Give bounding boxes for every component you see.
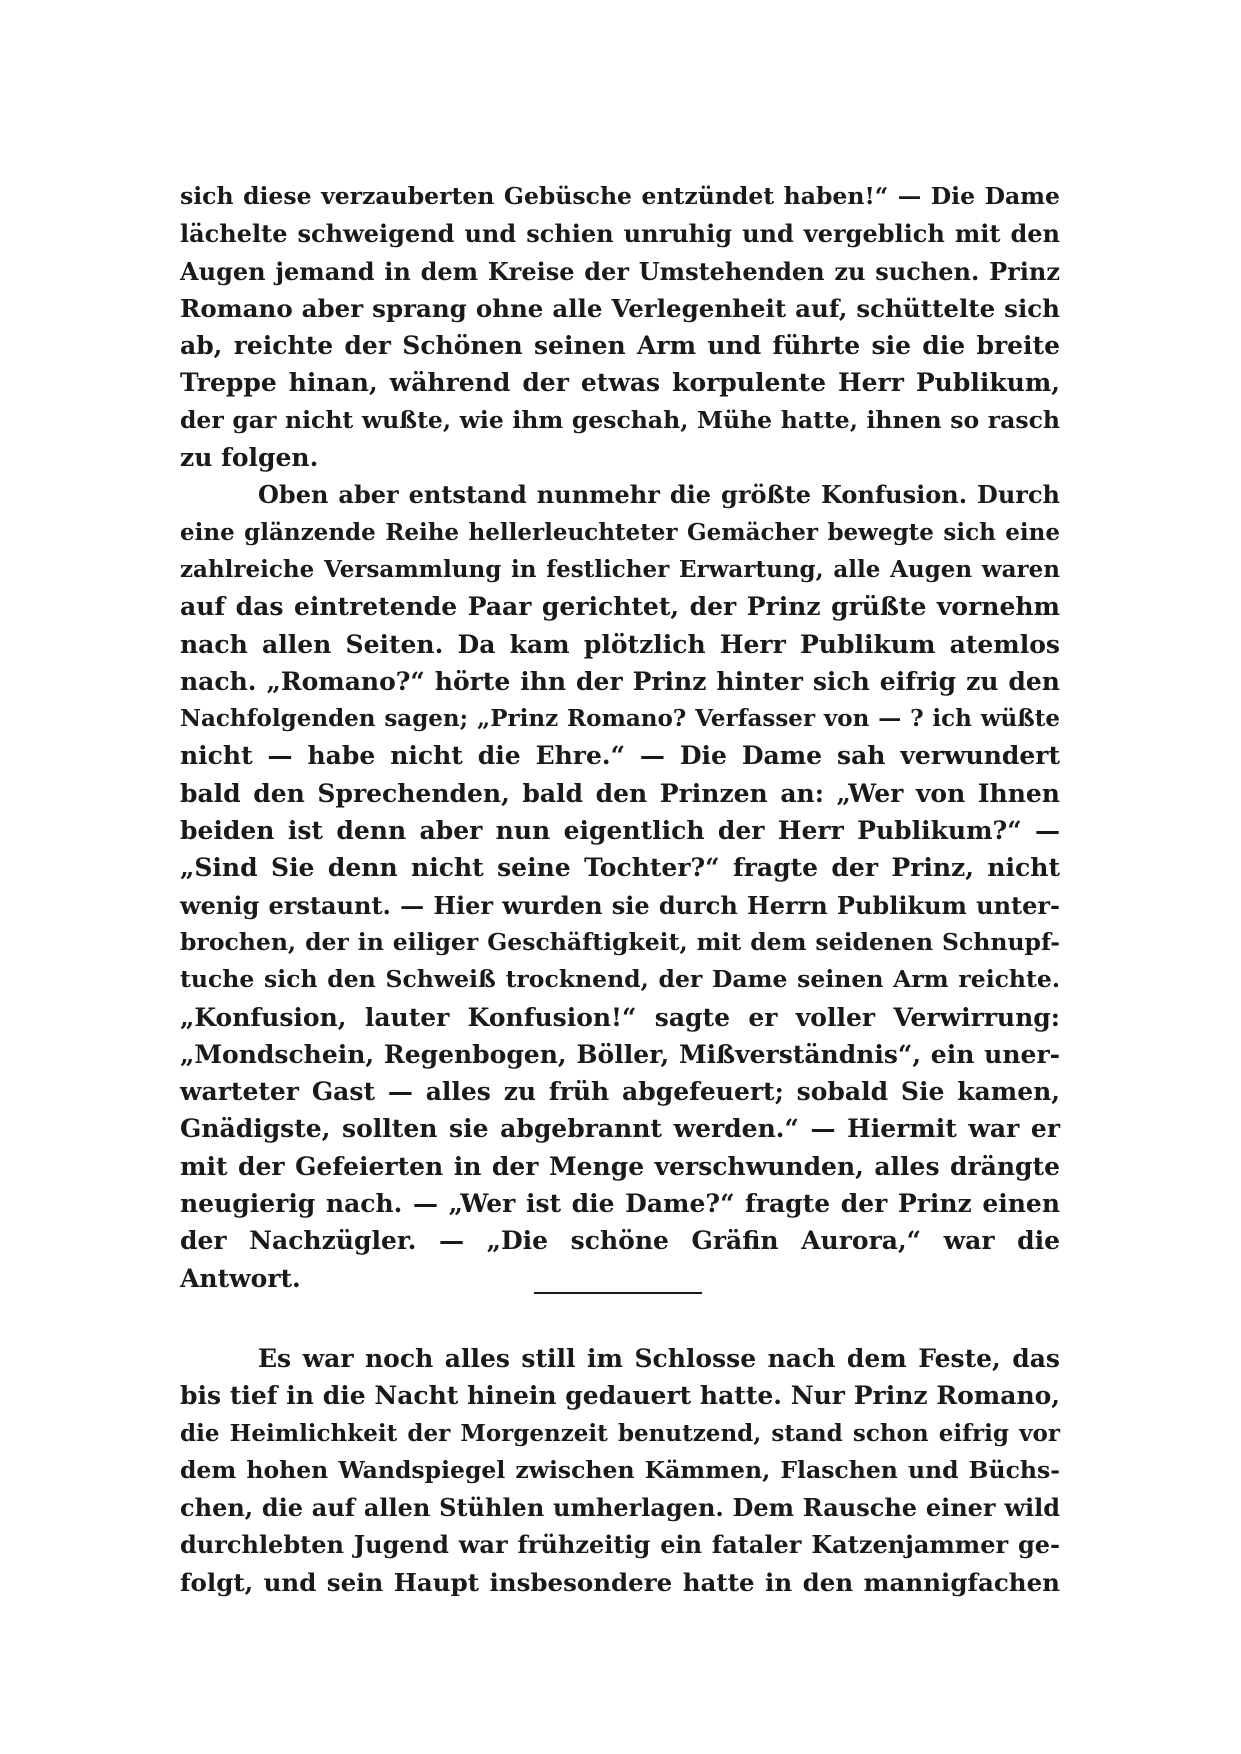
text-line: „Mondschein, Regenbogen, Böller, Mißverständnis“, ein uner- xyxy=(180,1039,1060,1069)
text-line: beiden ist denn aber nun eigentlich der Herr Publikum?“ — xyxy=(180,816,1060,846)
text-block-lower xyxy=(180,1340,1060,1601)
text-line: zu folgen. xyxy=(180,443,319,473)
text-line: durchlebten Jugend war frühzeitig ein fataler Katzenjammer ge- xyxy=(180,1530,1060,1560)
text-line: tuche sich den Schweiß trocknend, der Dame seinen Arm reichte. xyxy=(180,965,1060,994)
text-line: nach. „Romano?“ hörte ihn der Prinz hinter sich eifrig zu den xyxy=(180,666,1060,696)
text-line: chen, die auf allen Stühlen umherlagen. Dem Rausche einer wild xyxy=(180,1493,1060,1523)
text-line: Augen jemand in dem Kreise der Umstehenden zu suchen. Prinz xyxy=(180,256,1060,286)
text-line: wenig erstaunt. — Hier wurden sie durch Herrn Publikum unter- xyxy=(180,890,1060,920)
text-line: nicht — habe nicht die Ehre.“ — Die Dame sah verwundert xyxy=(180,741,1060,771)
text-line: sich diese verzauberten Gebüsche entzündet haben!“ — Die Dame xyxy=(180,182,1060,210)
text-line: ab, reichte der Schönen seinen Arm und führte sie die breite xyxy=(180,331,1060,361)
text-line: Oben aber entstand nunmehr die größte Konfusion. Durch xyxy=(258,480,1060,510)
text-line: auf das eintretende Paar gerichtet, der Prinz grüßte vornehm xyxy=(180,592,1060,622)
section-divider xyxy=(534,1292,702,1294)
text-line: die Heimlichkeit der Morgenzeit benutzend, stand schon eifrig vor xyxy=(180,1419,1060,1447)
text-line: neugierig nach. — „Wer ist die Dame?“ fragte der Prinz einen xyxy=(180,1189,1060,1219)
text-line: Treppe hinan, während der etwas korpulente Herr Publikum, xyxy=(180,368,1060,398)
text-line: dem hohen Wandspiegel zwischen Kämmen, Flaschen und Büchs- xyxy=(180,1455,1060,1484)
text-line: der Nachzügler. — „Die schöne Gräfin Aurora,“ war die xyxy=(180,1226,1060,1256)
text-line: eine glänzende Reihe hellerleuchteter Gemächer bewegte sich eine xyxy=(180,518,1060,546)
text-line: der gar nicht wußte, wie ihm geschah, Mühe hatte, ihnen so rasch xyxy=(180,405,1060,434)
text-line: „Konfusion, lauter Konfusion!“ sagte er voller Verwirrung: xyxy=(180,1002,1060,1032)
text-line: bis tief in die Nacht hinein gedauert hatte. Nur Prinz Romano, xyxy=(180,1381,1060,1411)
text-line: folgt, und sein Haupt insbesondere hatte in den mannigfachen xyxy=(180,1567,1060,1597)
text-line: Antwort. xyxy=(180,1263,301,1293)
text-block-upper xyxy=(180,178,1060,1297)
text-line: zahlreiche Versammlung in festlicher Erwartung, alle Augen waren xyxy=(180,555,1060,583)
text-line: lächelte schweigend und schien unruhig und vergeblich mit den xyxy=(180,219,1060,249)
text-line: warteter Gast — alles zu früh abgefeuert; sobald Sie kamen, xyxy=(180,1077,1060,1107)
text-line: brochen, der in eiliger Geschäftigkeit, mit dem seidenen Schnupf- xyxy=(180,927,1060,956)
text-line: Gnädigste, sollten sie abgebrannt werden.“ — Hiermit war er xyxy=(180,1114,1060,1144)
text-line: „Sind Sie denn nicht seine Tochter?“ fragte der Prinz, nicht xyxy=(180,853,1060,883)
text-line: Romano aber sprang ohne alle Verlegenheit auf, schüttelte sich xyxy=(180,293,1060,323)
text-line: bald den Sprechenden, bald den Prinzen an: „Wer von Ihnen xyxy=(180,778,1060,808)
text-line: Es war noch alles still im Schlosse nach dem Feste, das xyxy=(258,1344,1060,1373)
text-line: Nachfolgenden sagen; „Prinz Romano? Verfasser von — ? ich wüßte xyxy=(180,705,1060,733)
text-line: nach allen Seiten. Da kam plötzlich Herr Publikum atemlos xyxy=(180,629,1060,659)
text-line: mit der Gefeierten in der Menge verschwunden, alles drängte xyxy=(180,1151,1060,1181)
